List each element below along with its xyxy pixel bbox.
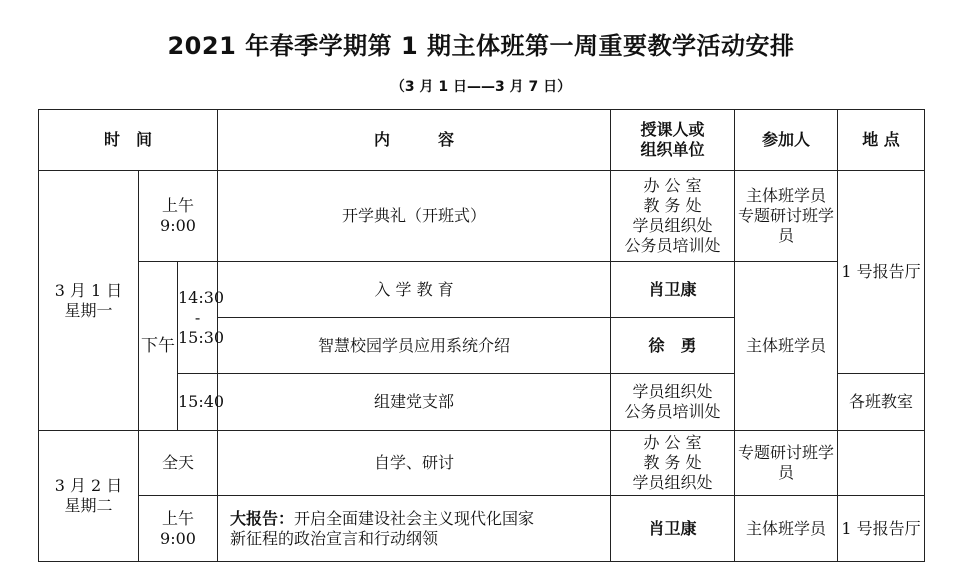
day1-morning-org: 办 公 室 教 务 处 学员组织处 公务员培训处 — [611, 171, 735, 262]
header-teacher: 授课人或 组织单位 — [611, 110, 735, 171]
day1-afternoon-participants: 主体班学员 — [735, 262, 838, 431]
table-row — [39, 431, 925, 496]
day1-location-classrooms: 各班教室 — [838, 374, 925, 431]
page-title: 2021 年春季学期第 1 期主体班第一周重要教学活动安排 — [167, 32, 795, 60]
day1-item1-teacher: 肖卫康 — [611, 262, 735, 318]
day1-morning-content: 开学典礼（开班式） — [218, 171, 611, 262]
day1-weekday: 星期一 — [64, 300, 113, 320]
header-content: 内 容 — [218, 110, 611, 171]
day2-date-cell — [39, 431, 139, 562]
schedule-table — [38, 109, 925, 562]
header-participants: 参加人 — [735, 110, 838, 171]
table-row — [39, 171, 925, 262]
day1-morning-participants: 主体班学员 专题研讨班学员 — [735, 171, 838, 262]
header-location: 地 点 — [838, 110, 925, 171]
day1-afternoon-label: 下午 — [139, 262, 178, 431]
day1-item1-content: 入 学 教 育 — [218, 262, 611, 318]
header-row — [39, 110, 925, 171]
day1-date: 3 月 1 日 — [54, 280, 123, 300]
day2-weekday: 星期二 — [64, 496, 113, 515]
day1-morning-time-cell: 上午 9:00 — [139, 171, 218, 262]
day1-item2-teacher: 徐 勇 — [611, 318, 735, 374]
day1-date-cell — [39, 171, 139, 431]
day2-date: 3 月 2 日 — [54, 476, 123, 495]
day2-lecture-location: 1 号报告厅 — [838, 496, 925, 562]
day2-lecture-participants: 主体班学员 — [735, 496, 838, 562]
day2-allday-label: 全天 — [139, 431, 218, 496]
day2-allday-location — [838, 431, 925, 496]
day2-morning-time-cell: 上午 9:00 — [139, 496, 218, 562]
date-range-subtitle: （3 月 1 日——3 月 7 日） — [390, 79, 572, 95]
day2-allday-content: 自学、研讨 — [218, 431, 611, 496]
day1-item2-content: 智慧校园学员应用系统介绍 — [218, 318, 611, 374]
day1-location-hall: 1 号报告厅 — [838, 171, 925, 374]
day2-allday-org: 办 公 室 教 务 处 学员组织处 — [611, 431, 735, 496]
day1-item3-content: 组建党支部 — [218, 374, 611, 431]
day2-lecture-content: 大报告：开启全面建设社会主义现代化国家 新征程的政治宣言和行动纲领 — [218, 496, 611, 562]
day2-lecture-teacher: 肖卫康 — [611, 496, 735, 562]
day2-allday-participants: 专题研讨班学员 — [735, 431, 838, 496]
day1-item3-time: 15:40 — [178, 374, 218, 431]
day1-item3-org: 学员组织处 公务员培训处 — [611, 374, 735, 431]
table-row — [39, 496, 925, 562]
table-row — [39, 262, 925, 318]
header-time: 时 间 — [39, 110, 218, 171]
day1-afternoon-slot-time: 14:30 - 15:30 — [178, 262, 218, 374]
lecture-prefix: 大报告： — [230, 508, 295, 528]
